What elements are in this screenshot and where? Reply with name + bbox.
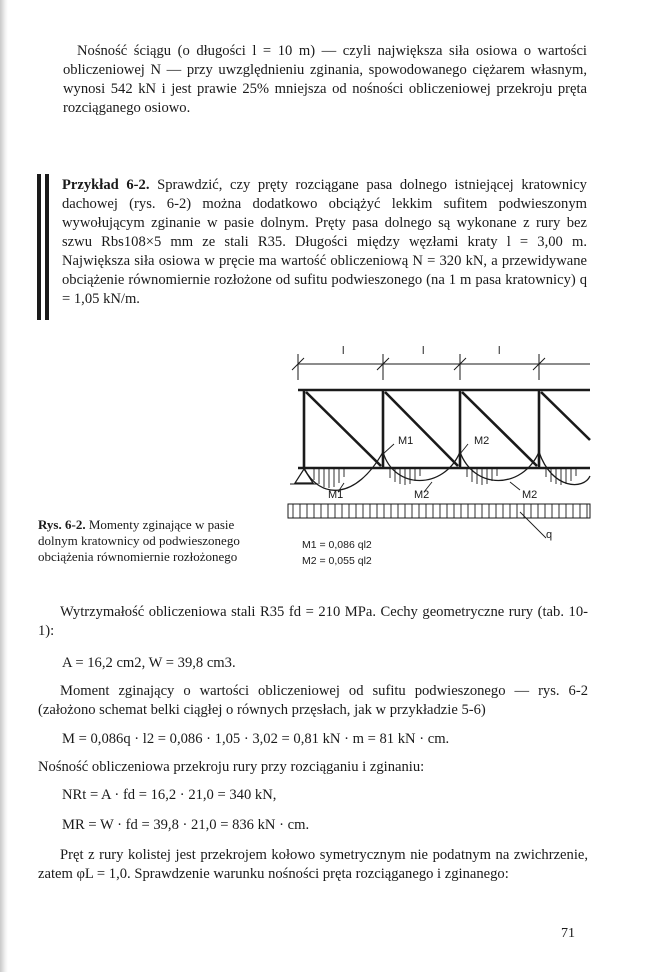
figure-caption <box>38 517 276 565</box>
example-text: Sprawdzić, czy pręty rozciągane pasa dolnego istniejącej kratownicy dachowej (rys. 6-2) można dodatkowo obciążyć lekkim sufitem podwieszonym wywołującym zginanie w pasie dolnym. Pręty pasa dolnego są wykonane z rury bez szwu Rbs108×5 mm ze stali R35. Długości między węzłami kraty l = 3,00 m. Największa siła osiowa w pręcie ma wartość obliczeniową N = 320 kN, a przewidywane obciążenie równomiernie rozłożone od sufitu podwieszonego (na 1 m pasa kratownicy) q = 1,05 kN/m. <box>62 177 587 307</box>
truss-moment-figure <box>284 340 594 580</box>
page-edge-shadow <box>0 0 8 972</box>
caption-label: Rys. 6-2. <box>38 517 86 532</box>
body-paragraph: Pręt z rury kolistej jest przekrojem kołowo symetrycznym nie podatnym na zwichrzenie, zatem φL = 1,0. Sprawdzenie warunku nośności pręta rozciąganego i zginanego: <box>38 847 588 882</box>
support-triangle <box>295 469 313 483</box>
example-heading: Przykład 6-2. <box>62 177 150 193</box>
load-label: q <box>546 529 553 541</box>
caption-text: Momenty zginające w pasie dolnym kratownicy od podwieszonego obciążenia równomiernie rozłożonego <box>38 517 240 564</box>
truss-diagonal <box>306 392 381 466</box>
span-label: l <box>498 345 501 357</box>
moment-label-bottom: M1 <box>328 489 344 501</box>
formula-m2: M2 = 0,055 ql2 <box>302 555 372 567</box>
intro-paragraph: Nośność ściągu (o długości l = 10 m) — czyli największa siła osiowa o wartości obliczeniowej N — przy uwzględnieniu zginania, spowodowanego ciężarem własnym, wynosi 542 kN i jest prawie 25% mniejsza od nośności obliczeniowej przekroju pręta rozciąganego osiowo. <box>63 43 587 116</box>
moment-label-bottom: M2 <box>414 489 430 501</box>
moment-label-top: M1 <box>398 435 414 447</box>
body-paragraph: Wytrzymałość obliczeniowa stali R35 fd = 210 MPa. Cechy geometryczne rury (tab. 10-1): <box>38 604 588 639</box>
moment-label-bottom: M2 <box>522 489 538 501</box>
example-paragraph <box>62 176 587 309</box>
span-label: l <box>342 345 345 357</box>
example-marker-bar <box>37 174 41 320</box>
formula-line: A = 16,2 cm2, W = 39,8 cm3. <box>62 655 236 671</box>
formula-line: MR = W · fd = 39,8 · 21,0 = 836 kN · cm. <box>62 817 310 833</box>
formula-m1: M1 = 0,086 ql2 <box>302 539 372 551</box>
formula-line: NRt = A · fd = 16,2 · 21,0 = 340 kN, <box>62 787 277 803</box>
page-number: 71 <box>561 926 575 941</box>
truss-diagonal <box>541 392 590 440</box>
example-marker-bar <box>45 174 49 320</box>
truss-diagonal <box>385 392 458 466</box>
truss-diagonal <box>462 392 537 466</box>
moment-label-top: M2 <box>474 435 490 447</box>
body-paragraph: Moment zginający o wartości obliczeniowej od sufitu podwieszonego — rys. 6-2 (założono schemat belki ciągłej o równych przęsłach, jak w przykładzie 5-6) <box>38 683 588 718</box>
span-label: l <box>422 345 425 357</box>
formula-line: M = 0,086q · l2 = 0,086 · 1,05 · 3,02 = 0,81 kN · m = 81 kN · cm. <box>62 731 450 747</box>
body-paragraph: Nośność obliczeniowa przekroju rury przy rozciąganiu i zginaniu: <box>38 759 425 775</box>
